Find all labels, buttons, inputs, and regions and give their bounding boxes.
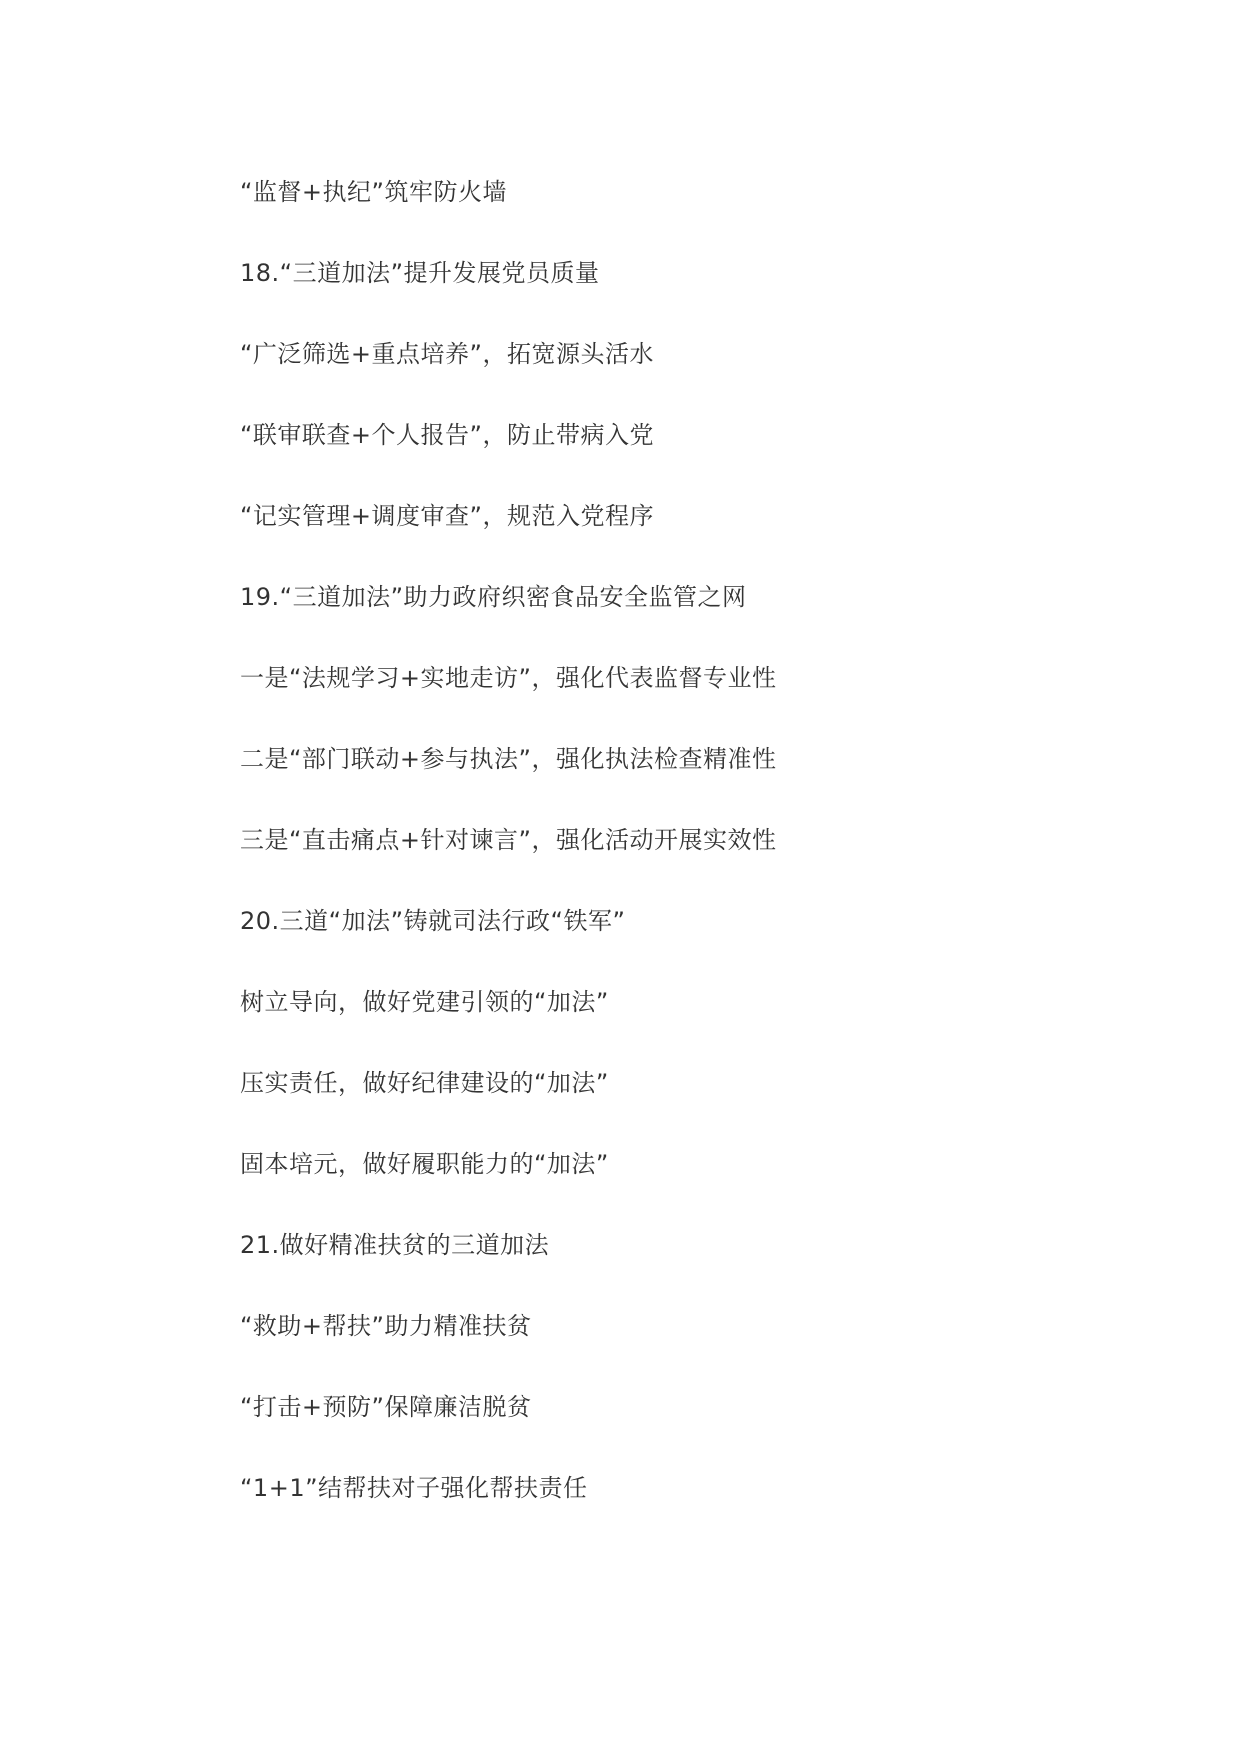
section-heading: 19.“三道加法”助力政府织密食品安全监管之网 bbox=[240, 583, 747, 611]
paragraph: “记实管理+调度审查”，规范入党程序 bbox=[240, 502, 654, 530]
paragraph: “救助+帮扶”助力精准扶贫 bbox=[240, 1312, 532, 1340]
paragraph: 压实责任，做好纪律建设的“加法” bbox=[240, 1069, 609, 1097]
section-heading: 21.做好精准扶贫的三道加法 bbox=[240, 1231, 550, 1259]
paragraph: 二是“部门联动+参与执法”，强化执法检查精准性 bbox=[240, 745, 777, 773]
paragraph: 固本培元，做好履职能力的“加法” bbox=[240, 1150, 609, 1178]
paragraph: “广泛筛选+重点培养”，拓宽源头活水 bbox=[240, 340, 654, 368]
paragraph: 树立导向，做好党建引领的“加法” bbox=[240, 988, 609, 1016]
paragraph: “联审联查+个人报告”，防止带病入党 bbox=[240, 421, 654, 449]
paragraph: “打击+预防”保障廉洁脱贫 bbox=[240, 1393, 532, 1421]
paragraph: 一是“法规学习+实地走访”，强化代表监督专业性 bbox=[240, 664, 777, 692]
document-body bbox=[240, 176, 776, 1553]
paragraph: “1+1”结帮扶对子强化帮扶责任 bbox=[240, 1474, 588, 1502]
section-heading: 18.“三道加法”提升发展党员质量 bbox=[240, 259, 600, 287]
paragraph: “监督+执纪”筑牢防火墙 bbox=[240, 178, 507, 206]
section-heading: 20.三道“加法”铸就司法行政“铁军” bbox=[240, 907, 626, 935]
paragraph: 三是“直击痛点+针对谏言”，强化活动开展实效性 bbox=[240, 826, 777, 854]
